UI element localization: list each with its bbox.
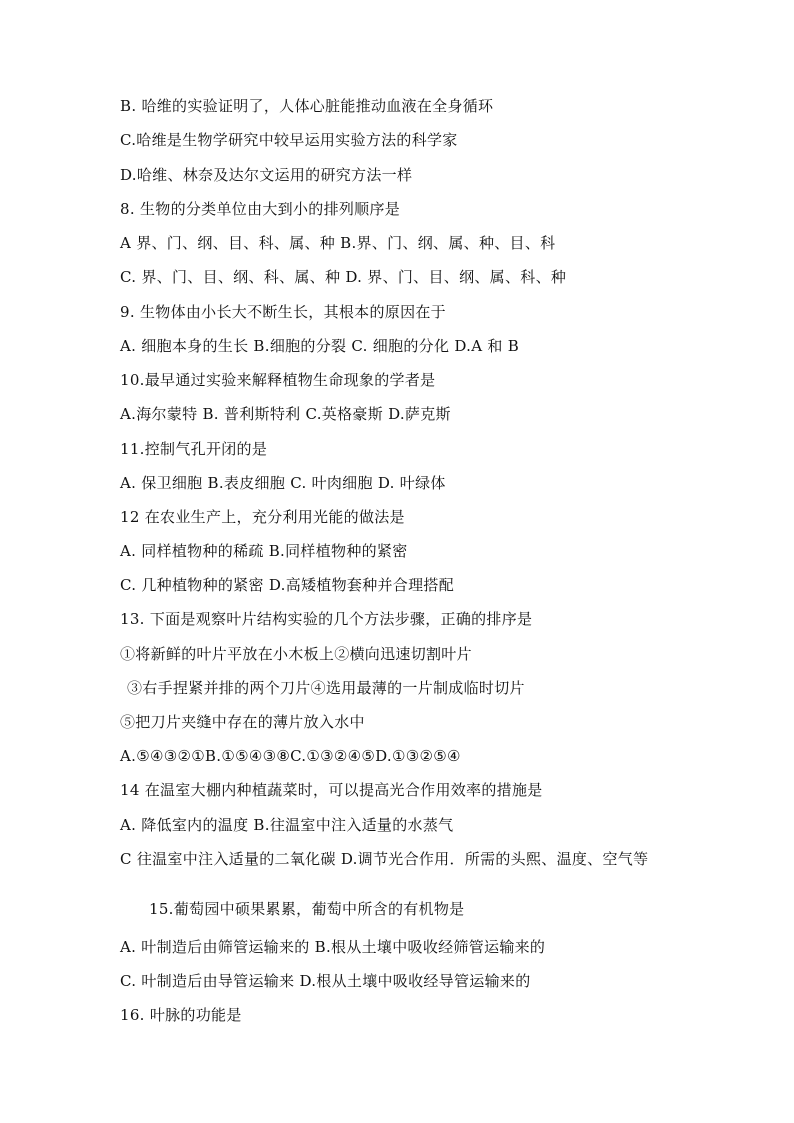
question-12-options-ab: A. 同样植物种的稀疏 B.同样植物种的紧密 [120, 542, 408, 560]
option-b-harvey: B. 哈维的实验证明了，人体心脏能推动血液在全身循环 [120, 97, 494, 115]
question-15: 15.葡萄园中硕果累累，葡萄中所含的有机物是 [149, 900, 465, 918]
question-10: 10.最早通过实验来解释植物生命现象的学者是 [120, 371, 436, 389]
question-9-options: A. 细胞本身的生长 B.细胞的分裂 C. 细胞的分化 D.A 和 B [120, 337, 520, 355]
question-8: 8. 生物的分类单位由大到小的排列顺序是 [120, 200, 401, 218]
question-14-options-ab: A. 降低室内的温度 B.往温室中注入适量的水蒸气 [120, 816, 454, 834]
question-14: 14 在温室大棚内种植蔬菜时，可以提高光合作用效率的措施是 [120, 781, 543, 799]
question-13: 13. 下面是观察叶片结构实验的几个方法步骤，正确的排序是 [120, 610, 533, 628]
question-12: 12 在农业生产上，充分利用光能的做法是 [120, 508, 405, 526]
question-11: 11.控制气孔开闭的是 [120, 440, 268, 458]
question-8-options-cd: C. 界、门、目、纲、科、属、种 D. 界、门、目、纲、属、科、种 [120, 268, 567, 286]
question-11-options: A. 保卫细胞 B.表皮细胞 C. 叶肉细胞 D. 叶绿体 [120, 474, 446, 492]
question-13-options: A.⑤④③②①B.①⑤④③⑧C.①③②④⑤D.①③②⑤④ [120, 747, 461, 765]
question-8-options-ab: A 界、门、纲、目、科、属、种 B.界、门、纲、属、种、目、科 [120, 234, 556, 252]
option-d-harvey: D.哈维、林奈及达尔文运用的研究方法一样 [120, 166, 413, 184]
question-12-options-cd: C. 几种植物种的紧密 D.高矮植物套种并合理搭配 [120, 576, 455, 594]
question-13-step-1-2: ①将新鲜的叶片平放在小木板上②横向迅速切割叶片 [120, 645, 472, 663]
question-16: 16. 叶脉的功能是 [120, 1006, 242, 1024]
question-10-options: A.海尔蒙特 B. 普利斯特利 C.英格豪斯 D.萨克斯 [120, 405, 451, 423]
question-13-step-3-4: ③右手捏紧并排的两个刀片④选用最薄的一片制成临时切片 [127, 679, 525, 697]
question-9: 9. 生物体由小长大不断生长，其根本的原因在于 [120, 303, 446, 321]
question-15-options-ab: A. 叶制造后由筛管运输来的 B.根从土壤中吸收经筛管运输来的 [120, 938, 546, 956]
question-13-step-5: ⑤把刀片夹缝中存在的薄片放入水中 [120, 713, 365, 731]
option-c-harvey: C.哈维是生物学研究中较早运用实验方法的科学家 [120, 131, 458, 149]
question-15-options-cd: C. 叶制造后由导管运输来 D.根从土壤中吸收经导管运输来的 [120, 972, 531, 990]
question-14-options-cd: C 往温室中注入适量的二氧化碳 D.调节光合作用．所需的头熙、温度、空气等 [120, 850, 649, 868]
